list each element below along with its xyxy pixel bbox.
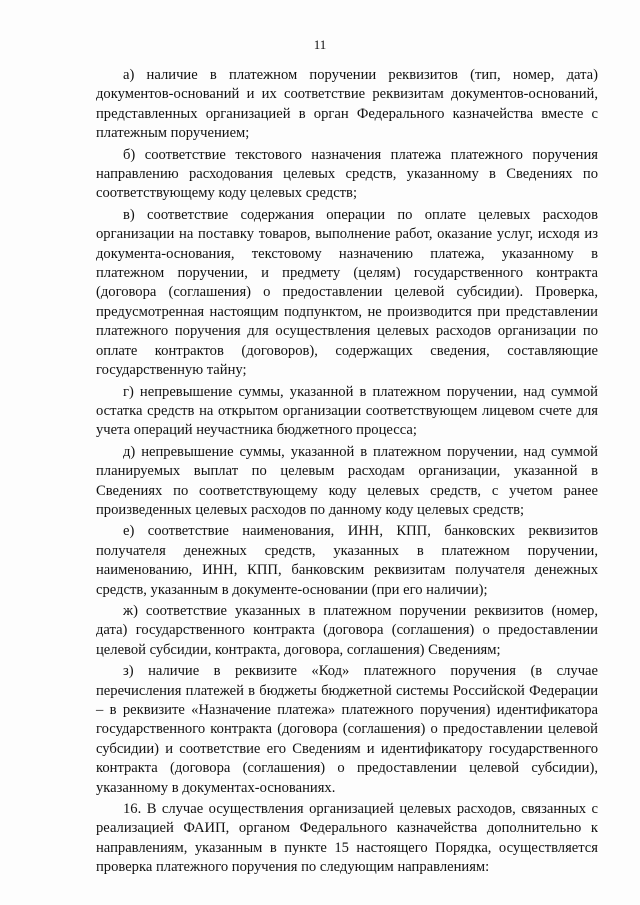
paragraph-zh: ж) соответствие указанных в платежном поручении реквизитов (номер, дата) государственного контракта (договора (соглашения) о предоставлении целевой субсидии, контракта, договора, соглашения) Сведениям; [96,602,598,658]
paragraph-v: в) соответствие содержания операции по оплате целевых расходов организации на поставку товаров, выполнение работ, оказание услуг, исходя из документа-основания, текстовому назначению платежа, указанному в платежном поручении, и предмету (целям) государственного контракта (договора (соглашения) о предоставлении целевой субсидии). Проверка, предусмотренная настоящим подпунктом, не производится при представлении платежного поручения для осуществления целевых расходов организации по оплате контрактов (договоров), содержащих сведения, составляющие государственную тайну; [96,206,598,379]
document-body [96,66,598,880]
paragraph-16: 16. В случае осуществления организацией целевых расходов, связанных с реализацией ФАИП, органом Федерального казначейства дополнительно к направлениям, указанным в пункте 15 настоящего Порядка, осуществляется проверка платежного поручения по следующим направлениям: [96,801,598,876]
paragraph-a: а) наличие в платежном поручении реквизитов (тип, номер, дата) документов-оснований и их соответствие реквизитам документов-оснований, представленных организацией в орган Федерального казначейства вместе с платежным поручением; [96,67,598,142]
paragraph-e: е) соответствие наименования, ИНН, КПП, банковских реквизитов получателя денежных средств, указанных в платежном поручении, наименованию, ИНН, КПП, банковским реквизитам получателя денежных средств, указанным в документе-основании (при его наличии); [96,523,598,598]
paragraph-g: г) непревышение суммы, указанной в платежном поручении, над суммой остатка средств на открытом организации соответствующем лицевом счете для учета операций неучастника бюджетного процесса; [96,383,598,439]
paragraph-d: д) непревышение суммы, указанной в платежном поручении, над суммой планируемых выплат по целевым расходам организации, указанной в Сведениях по соответствующему коду целевых средств, с учетом ранее произведенных целевых расходов по данному коду целевых средств; [96,443,598,518]
page-number: 11 [313,37,327,52]
paragraph-b: б) соответствие текстового назначения платежа платежного поручения направлению расходования целевых средств, указанному в Сведениях по соответствующему коду целевых средств; [96,146,598,202]
paragraph-z: з) наличие в реквизите «Код» платежного поручения (в случае перечисления платежей в бюджеты бюджетной системы Российской Федерации – в реквизите «Назначение платежа» платежного поручения) идентификатора государственного контракта (договора (соглашения) о предоставлении целевой субсидии) и соответствие его Сведениям и идентификатору государственного контракта (договора (соглашения) о предоставлении целевой субсидии), указанному в документах-основаниях. [96,663,598,796]
